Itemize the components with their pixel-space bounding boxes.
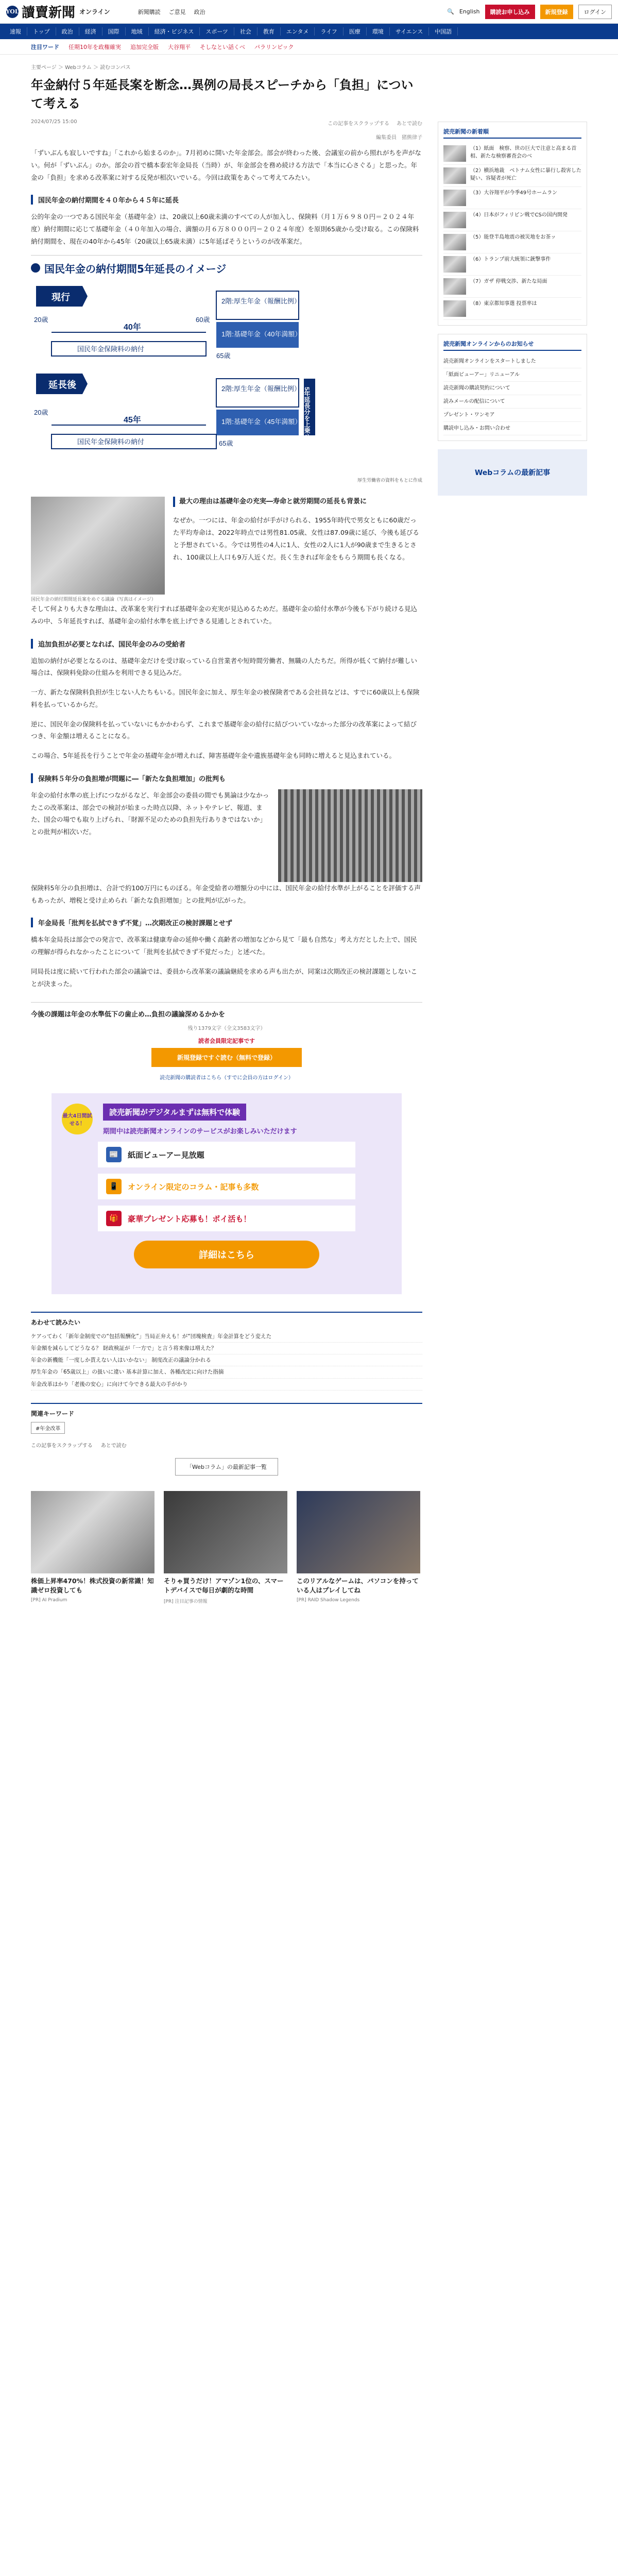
- category-nav: [0, 24, 618, 39]
- related-item[interactable]: 厚生年金の「65歳以上」の扱いに違い 基本計算に加え、各種改定に向けた指摘: [31, 1366, 422, 1378]
- logo-text: 讀賣新聞: [22, 5, 76, 21]
- register-button[interactable]: 新規登録: [540, 5, 573, 19]
- promo-subtitle: 期間中は読売新聞オンラインのサービスがお楽しみいただけます: [103, 1128, 297, 1136]
- ranking-thumb: [443, 145, 466, 162]
- payment-label-2: 国民年金保険料の納付: [77, 437, 145, 446]
- article-title: 年金納付５年延長案を断念…異例の局長スピーチから「負担」について考える: [31, 78, 414, 111]
- section-heading: 国民年金の納付期間を４０年から４５年に延長: [31, 195, 422, 205]
- nav-item[interactable]: 社会: [234, 27, 258, 36]
- promo-item-label: 紙面ビューアー見放題: [128, 1150, 204, 1160]
- payment-label: 国民年金保険料の納付: [77, 345, 145, 353]
- ranking-list: [443, 143, 581, 320]
- notice-item[interactable]: 読みメールの配信について: [443, 395, 581, 409]
- nav-item[interactable]: 速報: [4, 27, 27, 36]
- menu-item-opinion[interactable]: ご意見: [168, 8, 186, 15]
- nav-item[interactable]: 教育: [258, 27, 281, 36]
- related-item[interactable]: ケアってわく「新年金制度での“包括報酬化”」当局正弁えも！が“団塊検査」年金計算をどう変えた: [31, 1331, 422, 1343]
- ranking-text: （3）大谷翔平が今季49号ホームラン: [470, 190, 558, 196]
- top-right: [447, 5, 612, 19]
- nav-item[interactable]: トップ: [27, 27, 56, 36]
- promo-item: [98, 1142, 355, 1167]
- top-bar: [0, 0, 618, 24]
- ad-title: 株価上昇率470%！株式投資の新常識！知識ゼロ投資しても: [31, 1577, 154, 1595]
- trending-item[interactable]: 追加完全版: [130, 43, 159, 50]
- keyword-tag[interactable]: #年金改革: [31, 1422, 65, 1434]
- paywall: [31, 1002, 422, 1081]
- age-20-2: 20歳: [34, 408, 48, 416]
- after-label: 延長後: [48, 379, 76, 390]
- ad-source: [PR] RAID Shadow Legends: [297, 1598, 360, 1603]
- nav-item[interactable]: エンタメ: [281, 27, 315, 36]
- infographic-diagram: [31, 281, 422, 471]
- notice-item[interactable]: 購読申し込み・お問い合わせ: [443, 422, 581, 435]
- ranking-item[interactable]: [443, 143, 581, 165]
- promo-banner[interactable]: [52, 1093, 402, 1294]
- column-list-button[interactable]: 「Webコラム」の最新記事一覧: [175, 1458, 278, 1476]
- article-photo[interactable]: [31, 497, 165, 595]
- scrap-button[interactable]: この記事をスクラップする: [31, 1443, 93, 1449]
- main-column: [31, 55, 422, 1604]
- notice-box: [438, 334, 587, 441]
- ranking-text: （2）横浜地裁 ベトナム女性に暴行し殺害した疑い、容疑者が死亡: [470, 168, 581, 181]
- scrap-button[interactable]: この記事をスクラップする: [328, 121, 389, 127]
- paragraph: 公的年金の一つである国民年金（基礎年金）は、20歳以上60歳未満のすべての人が加入し、保険料（月１万６９８０円＝２０２４年度）納付期間に応じて基礎年金（４０年加入の場合、満額の月６万８０００円＝２０２４年度）を原則65歳から受け取る。この保険料納付期間を、現在の40年から45年（20歳以上65歳未満）に5年延ばそうというのが改革案だ。: [31, 213, 419, 245]
- ranking-text: （8）東京都知事選 投票率は: [470, 301, 537, 307]
- kosei-label: 2階:厚生年金（報酬比例）: [221, 297, 301, 305]
- ranking-item[interactable]: [443, 209, 581, 231]
- ranking-item[interactable]: [443, 276, 581, 298]
- read-later-button[interactable]: あとで読む: [100, 1443, 127, 1449]
- ad-thumb: [164, 1491, 287, 1573]
- ranking-text: （7）ガザ 停戦交渉、新たな局面: [470, 279, 547, 284]
- section-heading: 最大の理由は基礎年金の充実―寿命と就労期間の延長も背景に: [173, 497, 422, 507]
- paragraph: 同局長は度に続いて行われた部会の議論では、委員から改革案の議論継続を求める声も出たが、同案は次期改正の検討課題としないことが決まった。: [31, 967, 418, 988]
- related-title: あわせて読みたい: [31, 1319, 81, 1327]
- author-row: [31, 133, 422, 141]
- side-text: [173, 497, 422, 603]
- notice-item[interactable]: 「紙面ビューアー」リニューアル: [443, 368, 581, 382]
- kosei-label-2: 2階:厚生年金（報酬比例）: [221, 384, 301, 393]
- paragraph: 橋本年金局長は部会での発言で、改革案は健康寿命の延伸や働く高齢者の増加などから見て「最も自然な」考え方だとした上で、国民の理解が得られなかったことについて「批判を払拭できず不覚だった」と述べた。: [31, 936, 417, 956]
- ad-card[interactable]: [31, 1491, 154, 1605]
- section-heading: 保険料５年分の負担増が問題に―「新たな負担増加」の批判も: [31, 773, 422, 783]
- promo-item-label: 豪華プレゼント応募も！ポイ活も！: [128, 1214, 251, 1224]
- paragraph: この場合、5年延長を行うことで年金の基礎年金が増えれば、障害基礎年金や遺族基礎年金も同時に増えると見込まれている。: [31, 752, 396, 760]
- crowd-photo[interactable]: [278, 789, 422, 882]
- ranking-thumb: [443, 212, 466, 228]
- ranking-text: （1）紙面 検察、世の巨大で注意と高まる首相、新たな検察審査会のべ: [470, 146, 577, 159]
- age-20: 20歳: [34, 315, 48, 324]
- ad-card[interactable]: [297, 1491, 420, 1605]
- kiso-label-2: 1階:基礎年金（45年満額）: [221, 417, 302, 426]
- related-list: [31, 1331, 422, 1390]
- nav-item[interactable]: 中国語: [429, 27, 458, 36]
- related-articles: [31, 1312, 422, 1390]
- trending-item[interactable]: そしなとい話くべ: [200, 43, 245, 50]
- age-65: 65歳: [216, 351, 231, 360]
- paragraph: 一方、新たな保険料負担が生じない人たちもいる。国民年金に加え、厚生年金の被保険者である会社員などは、すでに60歳以上も保険料を払っているからだ。: [31, 688, 420, 708]
- article-date: 2024/07/25 15:00: [31, 119, 77, 125]
- promo-item: [98, 1174, 355, 1199]
- ranking-thumb: [443, 234, 466, 250]
- site-logo[interactable]: [6, 2, 110, 21]
- trending-item[interactable]: 大谷翔平: [168, 43, 191, 50]
- sidebar: [438, 55, 587, 1604]
- ad-source: [PR] AI Pradium: [31, 1598, 67, 1603]
- paragraph: なぜか。一つには、年金の給付が手がけられる、1955年時代で男女ともに60歳だった平均寿命は、2022年時点では男性81.05歳、女性は87.09歳に延び、今後も延びると予想されている。今では男性の4人に1人、女性の2人に1人が90歳まで生きるとされ、100歳以上人口も9万人近くだ。長く生きれば年金をもらう期間も長くなる。: [173, 516, 419, 561]
- ranking-item[interactable]: [443, 231, 581, 253]
- notice-item[interactable]: 読売新聞の購読契約について: [443, 382, 581, 395]
- span-40: 40年: [124, 323, 141, 332]
- infographic: [31, 255, 422, 488]
- subscriber-login-link[interactable]: 読売新聞の購読者はこちら（すでに会員の方はログイン）: [160, 1075, 294, 1081]
- nav-item[interactable]: 政治: [56, 27, 79, 36]
- text-with-photo: [31, 789, 422, 882]
- newspaper-icon: 📰: [106, 1147, 122, 1162]
- ad-title: そりゃ買うだけ！アマゾン1位の、スマートデバイスで毎日が劇的な時間: [164, 1577, 284, 1595]
- keywords-title: 関連キーワード: [31, 1410, 75, 1417]
- top-link-english[interactable]: English: [459, 8, 480, 15]
- notice-item[interactable]: 読売新聞オンラインをスタートしました: [443, 355, 581, 368]
- ranking-title: 読売新聞の新着順: [443, 127, 581, 139]
- text-column: [31, 789, 270, 882]
- related-item[interactable]: 年金改革はかり「老後の安心」に向けて今できる最大の手がかり: [31, 1379, 422, 1391]
- breadcrumb[interactable]: 主要ページ ＞ Webコラム ＞ 読むコンパス: [31, 65, 131, 71]
- figure: [278, 789, 422, 882]
- menu-item-politics[interactable]: 政治: [194, 8, 205, 15]
- paywall-meta: 残り1379文字（全文3583文字）: [187, 1026, 266, 1032]
- ranking-thumb: [443, 167, 466, 184]
- ad-cards: [31, 1491, 422, 1605]
- photo-caption: 国民年金の納付期間延長案をめぐる議論（写真はイメージ）: [31, 597, 156, 602]
- paragraph: 追加の納付が必要となるのは、基礎年金だけを受け取っている自営業者や短時間労働者、無職の人たちだ。所得が低くて納付が難しい場合は、保険料免除の仕組みを利用できる見込みだ。: [31, 656, 418, 677]
- ad-thumb: [297, 1491, 420, 1573]
- ad-card[interactable]: [164, 1491, 287, 1605]
- nav-item[interactable]: 経済・ビジネス: [149, 27, 200, 36]
- span-45: 45年: [124, 415, 141, 425]
- trending-item[interactable]: パラリンピック: [254, 43, 294, 50]
- nav-item[interactable]: 医療: [344, 27, 367, 36]
- ranking-box: [438, 122, 587, 326]
- ranking-item[interactable]: [443, 187, 581, 209]
- subscribe-button[interactable]: 購読お申し込み: [485, 5, 535, 19]
- promo-details-button[interactable]: 詳細はこちら: [134, 1241, 319, 1268]
- promo-item-label: オンライン限定のコラム・記事も多数: [128, 1182, 259, 1192]
- age-60: 60歳: [196, 315, 210, 324]
- promo-heading: 読売新聞がデジタルまずは無料で体験: [103, 1104, 246, 1121]
- trending-item[interactable]: 任期10年を政権確実: [68, 43, 121, 50]
- ad-source: [PR] 注目記事の情報: [164, 1599, 208, 1605]
- trending-label: 注目ワード: [31, 43, 59, 50]
- nav-item[interactable]: 国際: [102, 27, 126, 36]
- notice-title: 読売新聞オンラインからのお知らせ: [443, 340, 581, 351]
- logo-subtitle: オンライン: [79, 8, 110, 15]
- article-meta: [31, 119, 422, 127]
- infographic-credit: 厚生労働省の資料をもとに作成: [357, 478, 422, 483]
- nav-item[interactable]: 経済: [79, 27, 102, 36]
- bullet-icon: [31, 263, 40, 273]
- section-heading: 年金局長「批判を払拭できず不覚」…次期改正の検討課題とせず: [31, 918, 422, 927]
- ranking-text: （6）トランプ前大統領に銃撃事件: [470, 257, 551, 262]
- nav-item[interactable]: 環境: [367, 27, 390, 36]
- infographic-title-text: 国民年金の納付期間5年延長のイメージ: [44, 262, 227, 275]
- search-icon[interactable]: 🔍: [447, 8, 454, 15]
- paywall-title: 今後の課題は年金の水準低下の歯止め…負担の議論深めるかかを: [31, 1011, 226, 1019]
- ranking-thumb: [443, 300, 466, 317]
- register-read-button[interactable]: 新規登録ですぐ読む（無料で登録）: [151, 1048, 302, 1067]
- sidebar-promo[interactable]: Webコラムの最新記事: [438, 449, 587, 496]
- ranking-item[interactable]: [443, 165, 581, 187]
- ad-title: このリアルなゲームは、パソコンを持っている人はプレイしてね: [297, 1577, 419, 1595]
- section-heading: 追加負担が必要となれば、国民年金のみの受給者: [31, 639, 422, 649]
- nav-item[interactable]: 地域: [126, 27, 149, 36]
- kosei-box: [216, 291, 299, 319]
- phone-icon: 📱: [106, 1179, 122, 1194]
- image-block: [31, 497, 422, 603]
- promo-item: [98, 1206, 355, 1231]
- keywords: [31, 1403, 422, 1476]
- kiso-label: 1階:基礎年金（40年満額）: [221, 330, 302, 338]
- paragraph: 年金の給付水準の底上げにつながるなど、年金部会の委員の間でも異論は少なかったこの改革案は、部会での検討が始まった時点以降、ネットやテレビ、報道、また、国会の場でも取り上げられ、「財源不足のための負担先行ありきではないか」との批判が相次いだ。: [31, 791, 269, 836]
- ranking-thumb: [443, 256, 466, 273]
- promo-badge: 最大4日間試せる！: [62, 1104, 93, 1134]
- related-item[interactable]: 年金額を減らしてどうなる？ 財政検証が「一方で」と言う将来像は増えた？: [31, 1343, 422, 1354]
- gift-icon: 🎁: [106, 1211, 122, 1226]
- ranking-text: （4）日本がフィリピン戦でCSの国内開発: [470, 212, 568, 218]
- page-body: [0, 55, 618, 1604]
- paragraph: 保険料5年分の負担増は、合計で約100万円にものぼる。年金受給者の増額分の中には、国民年金の給付水準が上がることを評価する声もあったが、増税と受け止められ「新たな負担増加」との批判が広がった。: [31, 884, 421, 904]
- login-button[interactable]: ログイン: [578, 5, 612, 19]
- menu-item-subscribe[interactable]: 新聞購読: [138, 8, 161, 15]
- read-later-button[interactable]: あとで読む: [397, 121, 422, 127]
- ranking-text: （5）能登半島地震の被災地をお茶ッ: [470, 234, 556, 240]
- paragraph: そして何よりも大きな理由は、改革案を実行すれば基礎年金の充実が見込めるためだ。基礎年金の給付水準が今後も下がり続ける見込みの中、５年延長すれば、基礎年金の給付水準を底上げできる見通しとされていた。: [31, 605, 418, 625]
- extension-label: 5年延長分を上乗せ: [303, 386, 311, 440]
- top-menu: [138, 8, 205, 16]
- paywall-member-note: 読者会員限定記事です: [198, 1038, 255, 1045]
- logo-badge: YOL: [6, 6, 19, 18]
- notice-item[interactable]: プレゼント・ワンモア: [443, 409, 581, 422]
- article-lead: 「ずいぶんも寂しいですね」「これから始まるのか」。7月初めに開いた年金部会。部会が終わった後、会議室の前から照れがちを声がない。何が「ずいぶん」のか。部会の首で橋本泰宏年金局長（当時）が、年金部会を務め続ける方法で「本当に心さぐる」と思った。年金の「負担」を求める改革案に対する反発が相次いでいる。今回は政策をあぐって考えてみたい。: [31, 149, 421, 181]
- notice-list: [443, 355, 581, 435]
- share-row: [31, 1441, 422, 1449]
- current-label: 現行: [52, 292, 70, 302]
- paragraph: 逆に、国民年金の保険料を払っていないにもかかわらず、これまで基礎年金の給付に結びついていなかった部分の改革案によって結びつき、年金額は増えることになる。: [31, 720, 417, 740]
- ranking-item[interactable]: [443, 253, 581, 276]
- nav-item[interactable]: ライフ: [315, 27, 343, 36]
- article-author: 編集委員 猪熊律子: [376, 135, 422, 141]
- figure: [31, 497, 165, 603]
- age-65-2: 65歳: [219, 439, 233, 447]
- nav-item[interactable]: スポーツ: [200, 27, 234, 36]
- ranking-thumb: [443, 278, 466, 295]
- nav-item[interactable]: サイエンス: [390, 27, 429, 36]
- infographic-title: [31, 261, 422, 276]
- kosei-box-2: [216, 379, 299, 407]
- ranking-thumb: [443, 190, 466, 206]
- related-item[interactable]: 年金の新機能「一度しか貰えない人はいかない」 制度改正の議論分かれる: [31, 1354, 422, 1366]
- ad-thumb: [31, 1491, 154, 1573]
- ranking-item[interactable]: [443, 298, 581, 320]
- trending-bar: [0, 39, 618, 55]
